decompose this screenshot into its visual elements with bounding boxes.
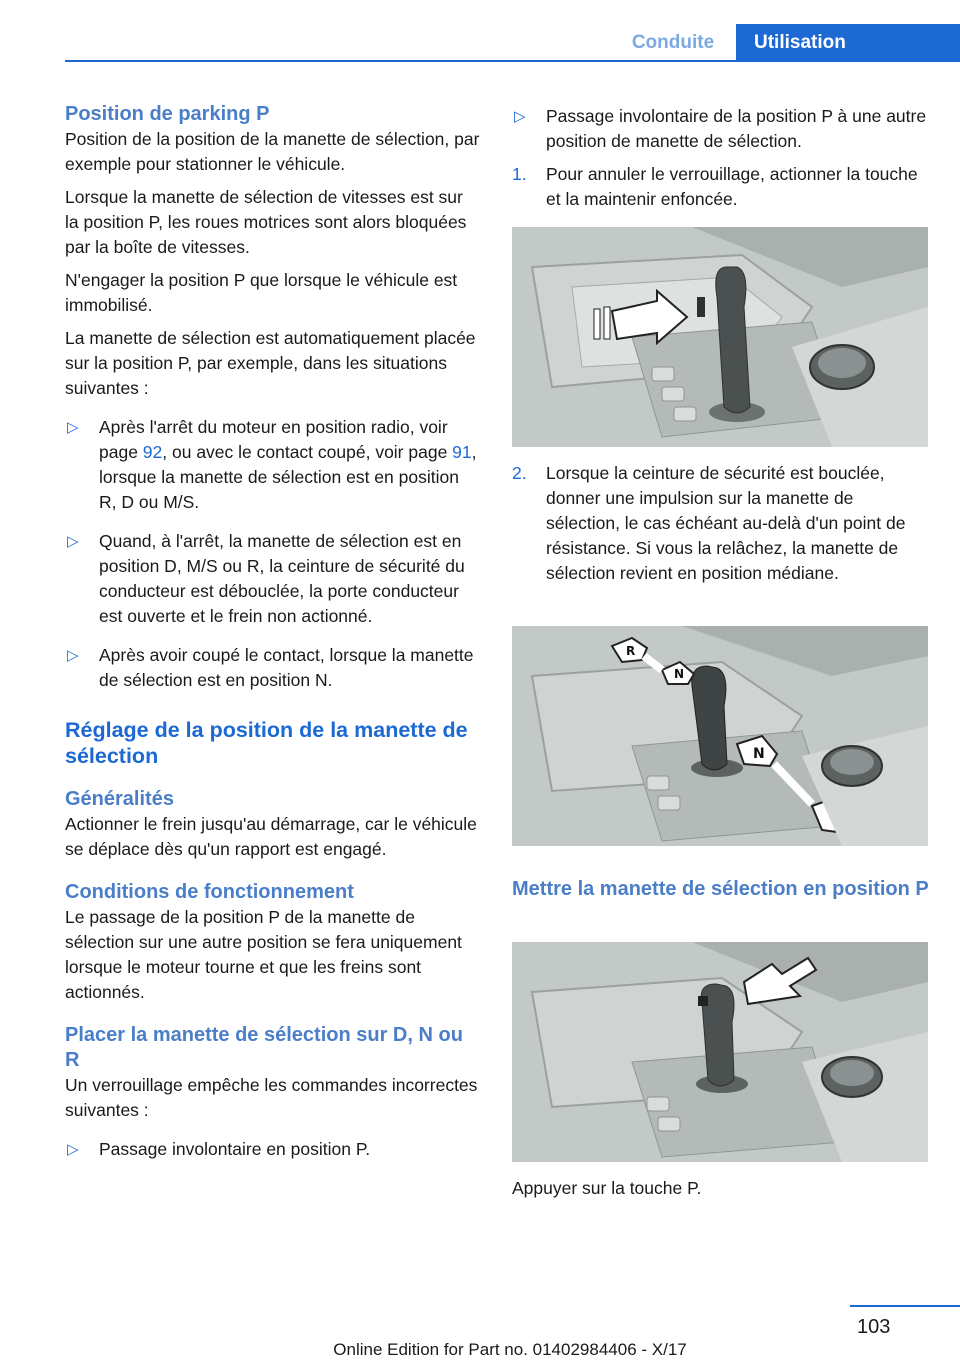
- section-tab-utilisation[interactable]: Utilisation: [736, 24, 960, 62]
- label-n-up: N: [674, 667, 685, 681]
- step-number: 2.: [512, 463, 527, 483]
- paragraph: Appuyer sur la touche P.: [512, 1178, 702, 1198]
- footer-edition: Online Edition for Part no. 01402984406 - X/17: [333, 1340, 687, 1359]
- step-number: 1.: [512, 164, 527, 184]
- step2-block: [512, 461, 932, 586]
- label-n-down: N: [753, 746, 765, 762]
- right-column-top: [512, 104, 932, 212]
- page-number: 103: [857, 1316, 891, 1338]
- triangle-bullet-icon: ▷: [67, 647, 79, 664]
- situations-list: [65, 415, 481, 693]
- figure-unlock-button: [512, 227, 928, 447]
- paragraph: N'engager la position P que lorsque le véhicule est immobilisé.: [65, 270, 458, 315]
- park-button-illustration: [512, 942, 928, 1162]
- paragraph: Actionner le frein jusqu'au démarrage, car le véhicule se déplace dès qu'un rapport est engagé.: [65, 814, 477, 859]
- steps-list: [512, 461, 932, 586]
- list-item: ▷ Passage involontaire en position P.: [65, 1137, 481, 1162]
- figure-park-button: [512, 942, 928, 1162]
- heading-block-mettre: [512, 877, 932, 902]
- heading-mettre: Mettre la manette de sélection en position P: [512, 878, 929, 900]
- header-rule: [65, 60, 960, 62]
- list-item: ▷ Quand, à l'arrêt, la manette de sélection est en position D, M/S ou R, la ceinture de sécurité du conducteur est débouclée, la porte conducteur est ouverte et le frein non actionné.: [67, 531, 465, 626]
- paragraph: Le passage de la position P de la manette de sélection sur une autre position se fera uniquement lorsque le moteur tourne et que les freins sont actionnés.: [65, 907, 462, 1002]
- paragraph: Position de la position de la manette de sélection, par exemple pour stationner le véhicule.: [65, 129, 480, 174]
- heading-parking: Position de parking P: [65, 103, 270, 125]
- triangle-bullet-icon: ▷: [67, 1141, 79, 1158]
- paragraph: Lorsque la manette de sélection de vitesses est sur la position P, les roues motrices sont alors bloquées par la boîte de vitesses.: [65, 187, 467, 257]
- gear-positions-illustration: [512, 626, 928, 846]
- triangle-bullet-icon: ▷: [514, 108, 526, 125]
- steps-list: [512, 162, 932, 212]
- heading-placer: Placer la manette de sélection sur D, N ou R: [65, 1024, 463, 1071]
- heading-conditions: Conditions de fonctionnement: [65, 881, 354, 903]
- incorrect-commands-list-cont: [512, 104, 932, 154]
- incorrect-commands-list: [65, 1137, 481, 1162]
- gear-selector-illustration: [512, 227, 928, 447]
- list-item: ▷ Après l'arrêt du moteur en position radio, voir page 92, ou avec le contact coupé, voir page 91, lorsque la manette de sélection est en position R, D ou M/S.: [67, 417, 477, 512]
- figure-positions: [512, 626, 928, 846]
- step-item: 2. Lorsque la ceinture de sécurité est bouclée, donner une impulsion sur la manette de sélection, le cas échéant au-delà d'un point de résistance. Si vous la relâchez, la manette de sélection revient en position médiane.: [512, 463, 906, 583]
- label-r: R: [626, 644, 636, 658]
- left-column: [65, 102, 481, 1162]
- heading-reglage: Réglage de la position de la manette de sélection: [65, 718, 468, 768]
- paragraph: Un verrouillage empêche les commandes incorrectes suivantes :: [65, 1075, 478, 1120]
- triangle-bullet-icon: ▷: [67, 533, 79, 550]
- step-item: 1. Pour annuler le verrouillage, actionner la touche et la maintenir enfoncée.: [512, 164, 918, 209]
- triangle-bullet-icon: ▷: [67, 419, 79, 436]
- footer-rule: [850, 1305, 960, 1307]
- list-item: ▷ Après avoir coupé le contact, lorsque la manette de sélection est en position N.: [67, 645, 474, 690]
- paragraph: La manette de sélection est automatiquement placée sur la position P, par exemple, dans les situations suivantes :: [65, 328, 476, 398]
- page-link-91[interactable]: 91: [452, 442, 472, 462]
- page-link-92[interactable]: 92: [142, 442, 163, 462]
- heading-generalites: Généralités: [65, 788, 174, 810]
- appuyer-block: [512, 1176, 932, 1201]
- section-tab-conduite[interactable]: Conduite: [631, 32, 715, 53]
- list-item: ▷ Passage involontaire de la position P à une autre position de manette de sélection.: [514, 106, 927, 151]
- page-header: [0, 0, 960, 62]
